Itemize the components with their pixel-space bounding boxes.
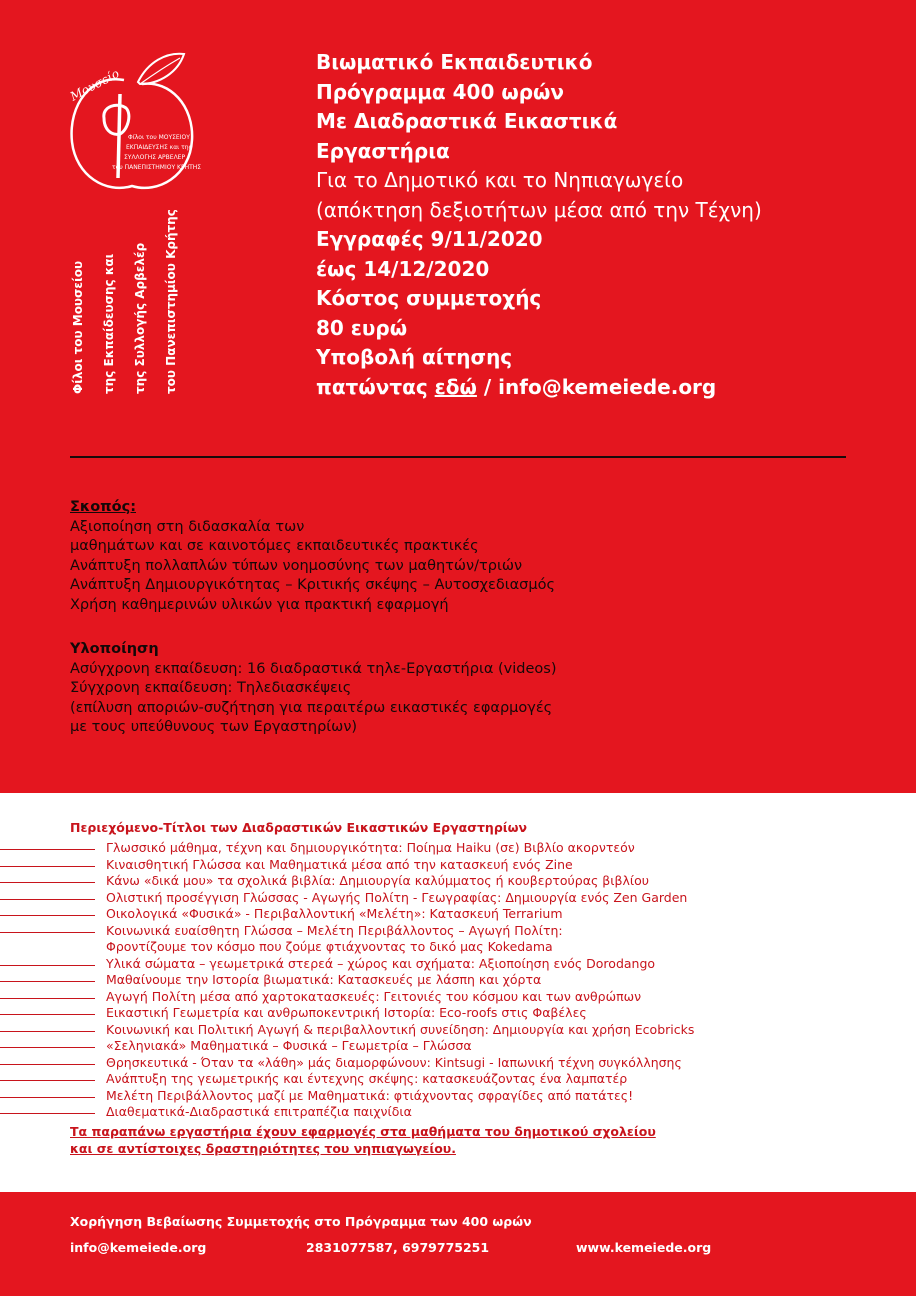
logo-line-2: ΕΚΠΑΙΔΕΥΣΗΣ και της (126, 144, 193, 151)
apple-logo-icon (62, 44, 202, 194)
subtitle-line-2: (απόκτηση δεξιοτήτων μέσα από την Τέχνη) (316, 197, 762, 222)
list-item-text: Αγωγή Πολίτη μέσα από χαρτοκατασκευές: Γειτονιές του κόσμου και των ανθρώπων (106, 988, 642, 1004)
title-line-4: Εργαστήρια (316, 138, 450, 163)
vertical-organization-name (63, 209, 253, 394)
vertical-line-3: της Συλλογής Αρβελέρ (133, 242, 147, 394)
list-dash (0, 866, 95, 867)
registration-line-2: έως 14/12/2020 (316, 256, 490, 281)
list-dash (0, 1047, 95, 1048)
cost-value: 80 ευρώ (316, 315, 408, 340)
list-dash (0, 1031, 95, 1032)
logo-line-1: Φίλοι του ΜΟΥΣΕΙΟΥ (128, 134, 190, 141)
list-dash (0, 998, 95, 999)
list-item-text: Μαθαίνουμε την Ιστορία βιωματικά: Κατασκευές με λάσπη και χόρτα (106, 972, 542, 987)
list-dash (0, 965, 95, 966)
implementation-line-1: Ασύγχρονη εκπαίδευση: 16 διαδραστικά τηλε-Εργαστήρια (videos) (70, 660, 557, 677)
list-item-text: Γλωσσικό μάθημα, τέχνη και δημιουργικότητα: Ποίημα Haiku (σε) Βιβλίο ακορντεόν (106, 840, 635, 855)
footer-email[interactable]: info@kemeiede.org (70, 1240, 207, 1255)
note-line-2: και σε αντίστοιχες δραστηριότητες του νηπιαγωγείου. (70, 1141, 456, 1156)
purpose-line-4: Ανάπτυξη Δημιουργικότητας – Κριτικής σκέψης – Αυτοσχεδιασμός (70, 577, 555, 593)
purpose-line-5: Χρήση καθημερινών υλικών για πρακτική εφαρμογή (70, 596, 449, 613)
list-item-text: Κοινωνικά ευαίσθητη Γλώσσα – Μελέτη Περιβάλλοντος – Αγωγή Πολίτη: (106, 922, 563, 938)
list-item-text: «Σεληνιακά» Μαθηματικά – Φυσικά – Γεωμετρία – Γλώσσα (106, 1038, 472, 1053)
list-dash (0, 1014, 95, 1015)
list-item-text: Κάνω «δικά μου» τα σχολικά βιβλία: Δημιουργία καλύμματος ή κουβερτούρας βιβλίου (106, 873, 649, 888)
title-line-2: Πρόγραμμα 400 ωρών (316, 79, 565, 104)
contents-heading: Περιεχόμενο-Τίτλοι των Διαδραστικών Εικαστικών Εργαστηρίων (70, 820, 528, 835)
list-item-text: Θρησκευτικά - Όταν τα «λάθη» μάς διαμορφώνουν: Kintsugi - Ιαπωνική τέχνη συγκόλλησης (106, 1054, 682, 1070)
purpose-line-3: Ανάπτυξη πολλαπλών τύπων νοημοσύνης των μαθητών/τριών (70, 557, 523, 574)
purpose-section (70, 498, 555, 615)
list-item-text: Ολιστική προσέγγιση Γλώσσας - Αγωγής Πολίτη - Γεωγραφίας: Δημιουργία ενός Zen Garden (106, 889, 688, 905)
vertical-line-4: του Πανεπιστημίου Κρήτης (164, 209, 178, 394)
list-dash (0, 882, 95, 883)
implementation-line-4: με τους υπεύθυνους των Εργαστηρίων) (70, 719, 358, 735)
list-dash (0, 981, 95, 982)
list-item-text: Μελέτη Περιβάλλοντος μαζί με Μαθηματικά: φτιάχνοντας σφραγίδες από πατάτες! (106, 1087, 634, 1103)
submit-email: / info@kemeiede.org (476, 374, 717, 399)
submit-prefix: πατώντας (316, 374, 435, 399)
purpose-heading: Σκοπός: (70, 499, 136, 515)
submit-here-link[interactable]: εδώ (434, 374, 477, 399)
logo-line-3: ΣΥΛΛΟΓΗΣ ΑΡΒΕΛΕΡ (124, 154, 186, 161)
list-dash (0, 932, 95, 933)
logo-line-4: του ΠΑΝΕΠΙΣΤΗΜΙΟΥ ΚΡΗΤΗΣ (112, 164, 202, 171)
list-dash (0, 1097, 95, 1098)
list-item-text: Υλικά σώματα – γεωμετρικά στερεά – χώρος και σχήματα: Αξιοποίηση ενός Dorodango (106, 955, 656, 971)
program-title-block (316, 48, 762, 402)
title-line-1: Βιωματικό Εκπαιδευτικό (316, 50, 593, 74)
certificate-text: Χορήγηση Βεβαίωσης Συμμετοχής στο Πρόγραμμα των 400 ωρών (70, 1214, 532, 1229)
list-dash (0, 915, 95, 916)
list-item-text: Ανάπτυξη της γεωμετρικής και έντεχνης σκέψης: κατασκευάζοντας ένα λαμπατέρ (106, 1071, 628, 1086)
list-dash (0, 849, 95, 850)
registration-line-1: Εγγραφές 9/11/2020 (316, 227, 543, 251)
submit-label: Υποβολή αίτησης (316, 345, 513, 369)
implementation-heading: Υλοποίηση (70, 641, 159, 657)
footer-phones: 2831077587, 6979775251 (306, 1240, 490, 1255)
list-item-text: Κοινωνική και Πολιτική Αγωγή & περιβαλλοντική συνείδηση: Δημιουργία και χρήση Ecobricks (106, 1021, 695, 1037)
museum-logo (62, 44, 202, 194)
implementation-line-2: Σύγχρονη εκπαίδευση: Τηλεδιασκέψεις (70, 680, 352, 696)
list-item-text: Οικολογικά «Φυσικά» - Περιβαλλοντική «Μελέτη»: Κατασκευή Terrarium (106, 906, 563, 921)
implementation-section (70, 640, 557, 738)
list-dash (0, 1080, 95, 1081)
vertical-line-2: της Εκπαίδευσης και (102, 253, 116, 394)
cost-label: Κόστος συμμετοχής (316, 286, 542, 310)
note-line-1: Τα παραπάνω εργαστήρια έχουν εφαρμογές στα μαθήματα του δημοτικού σχολείου (70, 1124, 656, 1139)
title-line-3: Με Διαδραστικά Εικαστικά (316, 109, 618, 133)
purpose-line-2: μαθημάτων και σε καινοτόμες εκπαιδευτικές πρακτικές (70, 538, 479, 554)
list-dash (0, 899, 95, 900)
list-dash (0, 1113, 95, 1114)
list-item-text: Φροντίζουμε τον κόσμο που ζούμε φτιάχνοντας το δικό μας Kokedama (106, 939, 553, 954)
list-dash (0, 1064, 95, 1065)
submit-line (316, 373, 762, 403)
vertical-line-1: Φίλοι του Μουσείου (71, 260, 85, 394)
subtitle-line-1: Για το Δημοτικό και το Νηπιαγωγείο (316, 168, 684, 192)
divider-line (70, 456, 846, 458)
purpose-line-1: Αξιοποίηση στη διδασκαλία των (70, 518, 305, 535)
list-item-text: Διαθεματικά-Διαδραστικά επιτραπέζια παιχνίδια (106, 1104, 412, 1119)
list-item-text: Εικαστική Γεωμετρία και ανθρωποκεντρική Ιστορία: Eco-roofs στις Φαβέλες (106, 1005, 587, 1020)
implementation-line-3: (επίλυση αποριών-συζήτηση για περαιτέρω εικαστικές εφαρμογές (70, 699, 553, 716)
logo-script-text: Μουσείο (67, 66, 122, 104)
footer-website[interactable]: www.kemeiede.org (576, 1240, 712, 1255)
list-item-text: Κιναισθητική Γλώσσα και Μαθηματικά μέσα από την κατασκευή ενός Zine (106, 856, 573, 872)
